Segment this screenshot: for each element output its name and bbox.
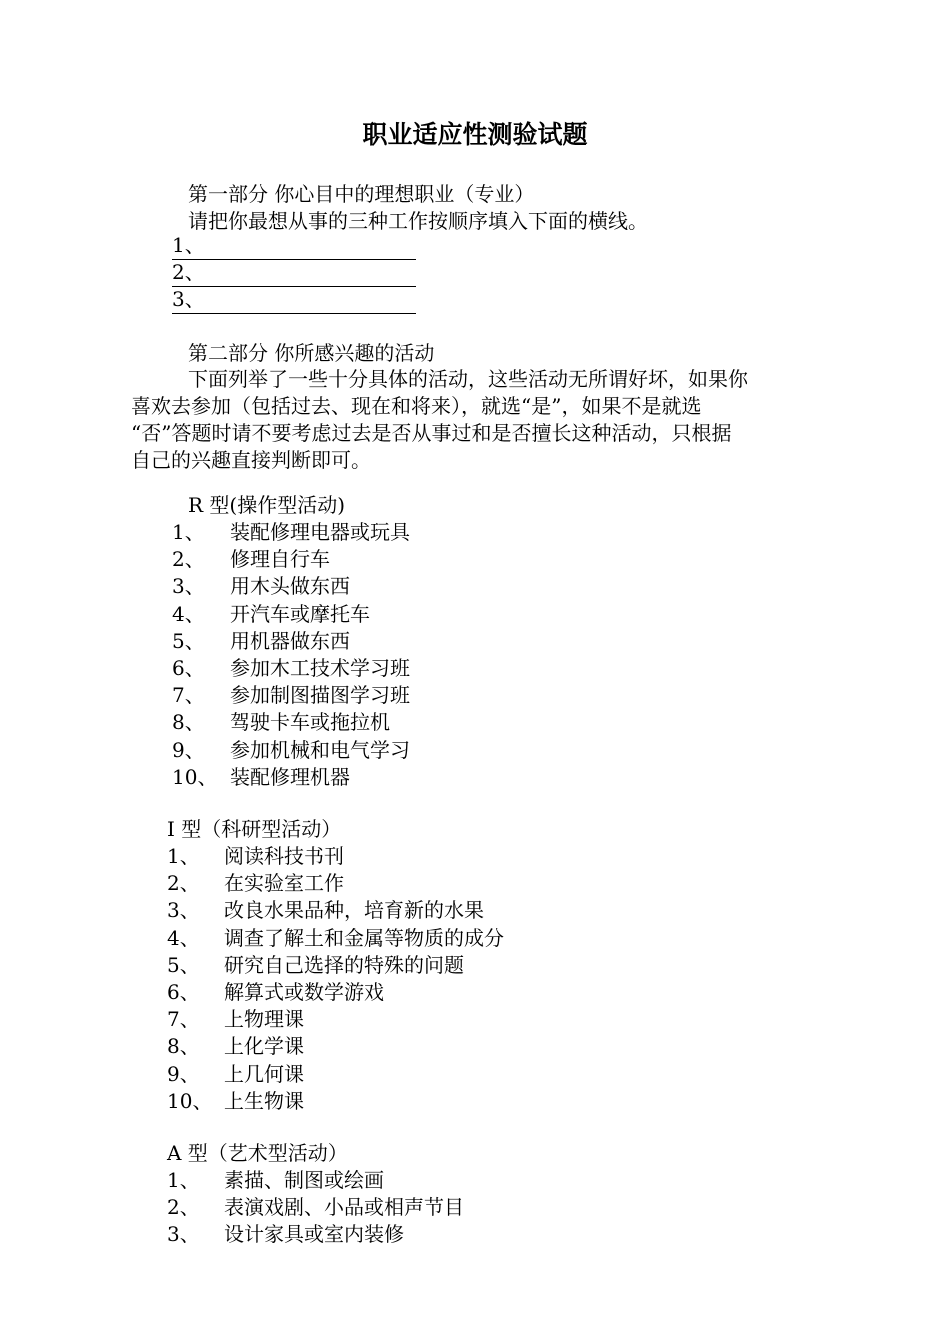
answer-blank-1[interactable] (172, 232, 416, 260)
item-text: 参加木工技术学习班 (230, 655, 410, 680)
item-text: 参加机械和电气学习 (230, 737, 410, 762)
a-type-heading: A 型（艺术型活动） (167, 1141, 348, 1165)
item-number: 10、 (172, 764, 218, 789)
item-number: 2、 (167, 871, 200, 896)
item-number: 4、 (172, 601, 205, 626)
item-number: 1、 (167, 844, 200, 868)
item-text: 上生物课 (224, 1088, 304, 1113)
i-type-heading: I 型（科研型活动） (167, 817, 342, 841)
item-text: 驾驶卡车或拖拉机 (230, 710, 390, 735)
item-text: 阅读科技书刊 (224, 844, 344, 868)
item-text: 在实验室工作 (224, 871, 344, 896)
part2-heading: 第二部分 你所感兴趣的活动 (188, 341, 435, 365)
item-number: 1、 (167, 1168, 200, 1192)
item-number: 3、 (172, 574, 205, 599)
item-number: 7、 (172, 683, 205, 708)
item-text: 上物理课 (224, 1007, 304, 1032)
part2-paragraph-line-3: “否”答题时请不要考虑过去是否从事过和是否擅长这种活动，只根据 (131, 421, 732, 445)
item-text: 用机器做东西 (230, 628, 350, 653)
item-text: 表演戏剧、小品或相声节目 (224, 1195, 464, 1220)
part1-heading: 第一部分 你心目中的理想职业（专业） (188, 182, 535, 206)
item-number: 8、 (172, 710, 205, 735)
part2-paragraph-line-2: 喜欢去参加（包括过去、现在和将来），就选“是”，如果不是就选 (131, 394, 702, 418)
item-number: 10、 (167, 1088, 213, 1113)
r-type-heading: R 型(操作型活动) (188, 493, 346, 517)
item-text: 解算式或数学游戏 (224, 979, 384, 1004)
item-number: 6、 (167, 979, 200, 1004)
item-number: 9、 (172, 737, 205, 762)
item-text: 装配修理机器 (230, 764, 350, 789)
item-number: 6、 (172, 655, 205, 680)
item-number: 5、 (167, 952, 200, 977)
item-number: 3、 (167, 1222, 200, 1247)
item-text: 装配修理电器或玩具 (230, 520, 410, 544)
answer-blank-2[interactable] (172, 259, 416, 287)
answer-blank-label: 2、 (172, 260, 205, 284)
item-text: 修理自行车 (230, 547, 330, 572)
item-text: 开汽车或摩托车 (230, 601, 370, 626)
item-text: 研究自己选择的特殊的问题 (224, 952, 464, 977)
page-title: 职业适应性测验试题 (362, 120, 588, 149)
answer-blank-3[interactable] (172, 286, 416, 314)
answer-blank-label: 3、 (172, 287, 205, 311)
item-number: 2、 (172, 547, 205, 572)
item-number: 1、 (172, 520, 205, 544)
item-text: 上化学课 (224, 1034, 304, 1059)
item-number: 2、 (167, 1195, 200, 1220)
item-number: 7、 (167, 1007, 200, 1032)
item-text: 参加制图描图学习班 (230, 683, 410, 708)
item-number: 9、 (167, 1061, 200, 1086)
item-text: 素描、制图或绘画 (224, 1168, 384, 1192)
item-text: 上几何课 (224, 1061, 304, 1086)
item-text: 用木头做东西 (230, 574, 350, 599)
part2-paragraph-line-4: 自己的兴趣直接判断即可。 (131, 448, 371, 472)
answer-blank-label: 1、 (172, 233, 205, 257)
item-text: 改良水果品种，培育新的水果 (224, 898, 484, 923)
part1-instruction: 请把你最想从事的三种工作按顺序填入下面的横线。 (188, 209, 648, 233)
item-number: 4、 (167, 925, 200, 950)
item-number: 5、 (172, 628, 205, 653)
item-text: 调查了解土和金属等物质的成分 (224, 925, 504, 950)
item-text: 设计家具或室内装修 (224, 1222, 404, 1247)
item-number: 3、 (167, 898, 200, 923)
part2-paragraph-line-1: 下面列举了一些十分具体的活动，这些活动无所谓好坏，如果你 (188, 367, 748, 391)
item-number: 8、 (167, 1034, 200, 1059)
